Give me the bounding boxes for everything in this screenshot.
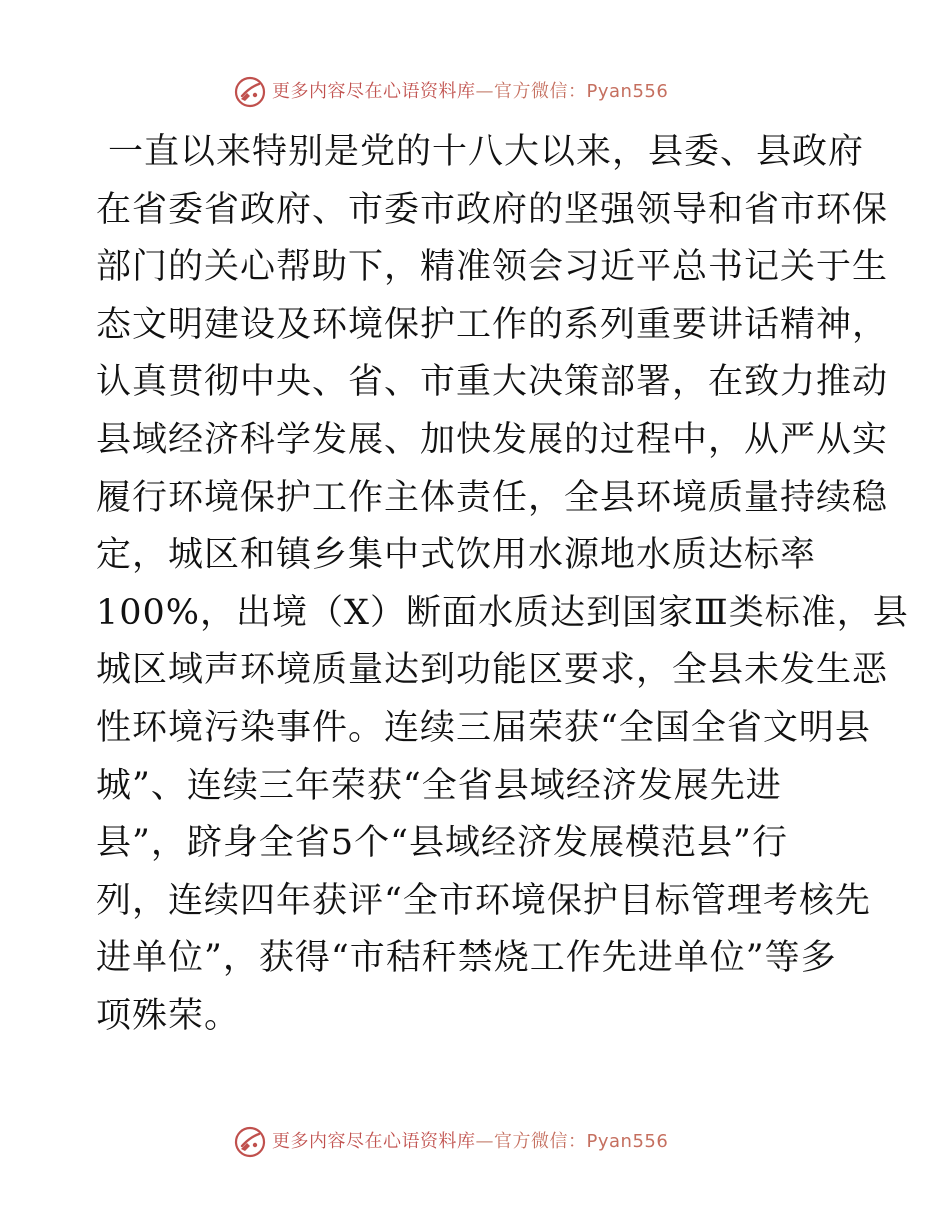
body-line: 认真贯彻中央、省、市重大决策部署，在致力推动	[96, 362, 889, 403]
header-banner	[0, 72, 950, 112]
header-banner-text	[272, 78, 668, 106]
banner-wechat: 官方微信：Pyan556	[494, 81, 669, 102]
document-body	[96, 124, 909, 1046]
body-line: 履行环境保护工作主体责任，全县环境质量持续稳	[96, 477, 889, 518]
book-logo-icon	[233, 75, 267, 109]
banner-separator: —	[475, 1131, 494, 1152]
body-line: 项殊荣。	[96, 995, 241, 1036]
footer-banner	[0, 1122, 950, 1162]
body-line: 100%，出境（X）断面水质达到国家Ⅲ类标准，县	[96, 592, 909, 633]
banner-site-name: 更多内容尽在心语资料库	[272, 1131, 476, 1152]
body-line: 县”，跻身全省5个“县域经济发展模范县”行	[96, 823, 788, 864]
body-line: 城区域声环境质量达到功能区要求，全县未发生恶	[96, 650, 889, 691]
body-line: 一直以来特别是党的十八大以来，县委、县政府	[108, 132, 865, 172]
body-line: 进单位”，获得“市秸秆禁烧工作先进单位”等多	[96, 938, 837, 979]
book-logo-icon	[233, 1125, 267, 1159]
body-line: 城”、连续三年荣获“全省县域经济发展先进	[96, 765, 782, 806]
body-line: 性环境污染事件。连续三届荣获“全国全省文明县	[96, 707, 871, 748]
body-line: 县域经济科学发展、加快发展的过程中，从严从实	[96, 419, 889, 460]
body-line: 在省委省政府、市委市政府的坚强领导和省市环保	[96, 189, 889, 230]
banner-wechat: 官方微信：Pyan556	[494, 1131, 669, 1152]
banner-separator: —	[475, 81, 494, 102]
body-line: 列，连续四年获评“全市环境保护目标管理考核先	[96, 880, 871, 921]
body-line: 定，城区和镇乡集中式饮用水源地水质达标率	[96, 535, 817, 576]
body-line: 部门的关心帮助下，精准领会习近平总书记关于生	[96, 247, 889, 288]
banner-site-name: 更多内容尽在心语资料库	[272, 81, 476, 102]
body-line: 态文明建设及环境保护工作的系列重要讲话精神，	[96, 304, 889, 345]
footer-banner-text	[272, 1128, 668, 1156]
